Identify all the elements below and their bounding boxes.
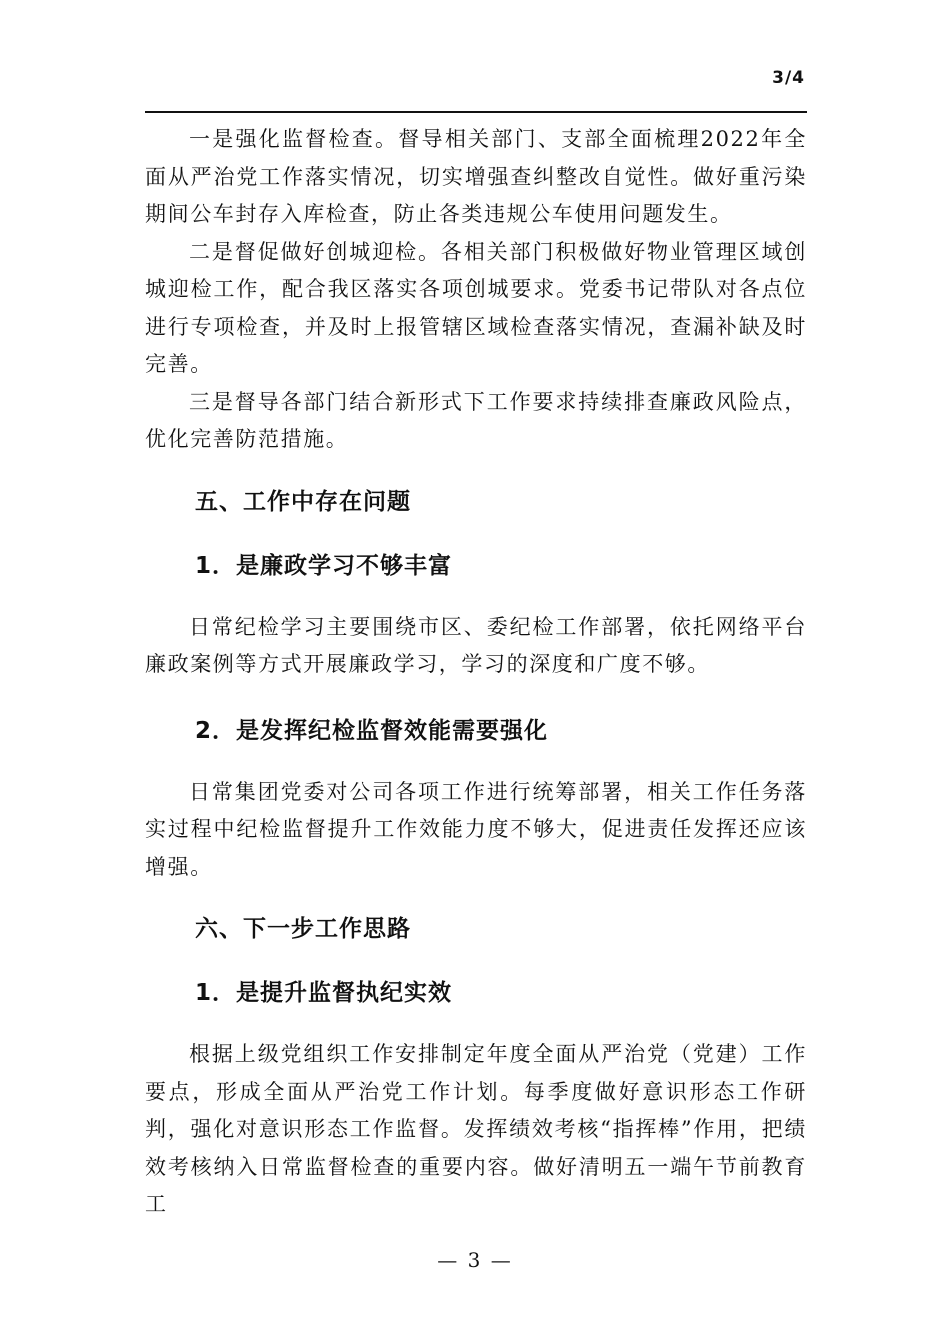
subheading-discipline-effect: 1．是提升监督执纪实效 <box>195 980 453 1006</box>
paragraph-civilized-city-inspection: 二是督促做好创城迎检。各相关部门积极做好物业管理区域创城迎检工作，配合我区落实各项创城要求。党委书记带队对各点位进行专项检查，并及时上报管辖区域检查落实情况，查漏补缺及时完善。 <box>145 239 807 376</box>
section-heading-next-steps: 六、下一步工作思路 <box>195 916 411 942</box>
paragraph-supervision-effectiveness: 日常集团党委对公司各项工作进行统筹部署，相关工作任务落实过程中纪检监督提升工作效能力度不够大，促进责任发挥还应该增强。 <box>145 779 807 879</box>
paragraph-supervision-check: 一是强化监督检查。督导相关部门、支部全面梳理2022年全面从严治党工作落实情况，切实增强查纠整改自觉性。做好重污染期间公车封存入库检查，防止各类违规公车使用问题发生。 <box>145 127 807 226</box>
paragraph-risk-points: 三是督导各部门结合新形式下工作要求持续排查廉政风险点，优化完善防范措施。 <box>145 389 807 451</box>
page-number: — 3 — <box>437 1248 513 1272</box>
subheading-learning: 1．是廉政学习不够丰富 <box>195 552 453 579</box>
paragraph-discipline-effect: 根据上级党组织工作安排制定年度全面从严治党（党建）工作要点，形成全面从严治党工作计划。每季度做好意识形态工作研判，强化对意识形态工作监督。发挥绩效考核“指挥棒”作用，把绩效考核纳入日常监督检查的重要内容。做好清明五一端午节前教育工 <box>145 1042 807 1216</box>
paragraph-learning: 日常纪检学习主要围绕市区、委纪检工作部署，依托网络平台廉政案例等方式开展廉政学习，学习的深度和广度不够。 <box>145 614 807 676</box>
subheading-supervision-effectiveness: 2．是发挥纪检监督效能需要强化 <box>195 717 549 744</box>
header-rule <box>145 111 807 113</box>
page-indicator: 3/4 <box>772 68 805 88</box>
document-body <box>145 121 807 1224</box>
section-heading-problems: 五、工作中存在问题 <box>195 488 411 515</box>
